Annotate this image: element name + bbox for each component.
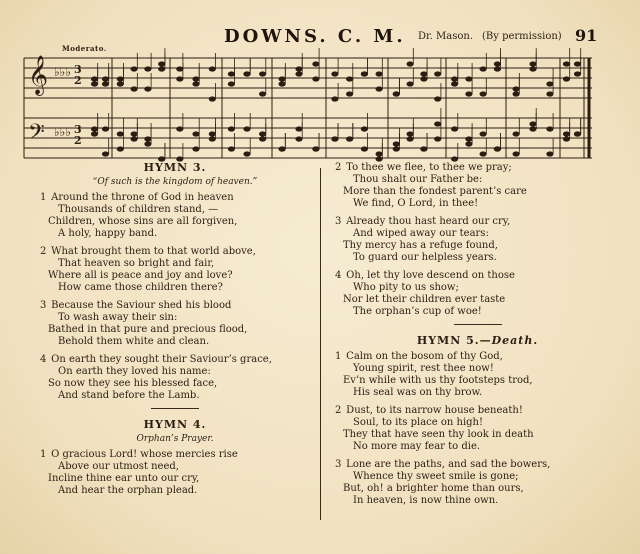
music-score: [0, 0, 640, 170]
note-head: [434, 96, 441, 101]
verse: [335, 216, 620, 264]
verse-number: 2: [335, 162, 342, 173]
verse: [335, 270, 620, 318]
note-head: [331, 71, 338, 76]
note-head: [176, 66, 183, 71]
note-head: [451, 76, 458, 81]
verse-line: And wiped away our tears:: [353, 228, 489, 239]
tune-name: DOWNS. C. M.: [224, 26, 406, 47]
note-head: [451, 126, 458, 131]
verse-text: Already thou hast heard our cry,: [343, 216, 511, 227]
flats-icon: ♭♭♭: [54, 65, 71, 79]
note-head: [228, 146, 235, 151]
hymn5-title-italic: Death.: [491, 334, 539, 347]
note-head: [376, 156, 383, 161]
time-signature: 3: [74, 63, 82, 76]
verse-line: Who pity to us show;: [353, 282, 459, 293]
note-head: [102, 151, 109, 156]
note-head: [563, 131, 570, 136]
note-head: [451, 81, 458, 86]
note-head: [420, 71, 427, 76]
note-head: [465, 76, 472, 81]
note-head: [144, 66, 151, 71]
note-head: [176, 126, 183, 131]
verse-line: So now they see his blessed face,: [48, 378, 218, 389]
note-head: [563, 61, 570, 66]
note-head: [361, 126, 368, 131]
note-head: [176, 76, 183, 81]
verse: [40, 192, 310, 240]
note-head: [243, 71, 250, 76]
hymn-subtitle: Orphan’s Prayer.: [136, 434, 214, 444]
note-head: [434, 136, 441, 141]
verse-text: Around the throne of God in heaven: [48, 192, 234, 203]
verse-line: That heaven so bright and fair,: [58, 258, 215, 269]
verse-line: Thy mercy has a refuge found,: [343, 240, 498, 251]
note-head: [117, 76, 124, 81]
verse-line: Bathed in that pure and precious flood,: [48, 324, 248, 335]
note-head: [144, 86, 151, 91]
verse-line: Behold them white and clean.: [58, 336, 210, 347]
note-head: [407, 131, 414, 136]
note-head: [279, 76, 286, 81]
note-head: [312, 76, 319, 81]
divider: [151, 408, 199, 409]
note-head: [393, 91, 400, 96]
time-signature: 2: [74, 134, 82, 147]
verse-line: Whence thy sweet smile is gone;: [353, 471, 519, 482]
note-head: [451, 156, 458, 161]
note-head: [361, 71, 368, 76]
note-head: [574, 71, 581, 76]
verse-line: Thou shalt our Father be:: [353, 174, 483, 185]
note-head: [91, 81, 98, 86]
note-head: [465, 91, 472, 96]
verse: [335, 405, 620, 453]
note-head: [494, 66, 501, 71]
verse-line: [335, 216, 620, 228]
note-head: [361, 146, 368, 151]
note-head: [243, 126, 250, 131]
note-head: [279, 146, 286, 151]
note-head: [158, 66, 165, 71]
hymn-title: HYMN 4.: [143, 418, 207, 431]
note-head: [407, 61, 414, 66]
hymn-title: [335, 335, 620, 347]
hymn-title: HYMN 3.: [143, 161, 207, 174]
verse-line: Ev’n while with us thy footsteps trod,: [343, 375, 533, 386]
note-head: [131, 136, 138, 141]
note-head: [228, 71, 235, 76]
verse-line: Soul, to its place on high!: [353, 417, 484, 428]
verse-line: No more may fear to die.: [353, 441, 481, 452]
note-head: [279, 81, 286, 86]
note-head: [117, 146, 124, 151]
note-head: [259, 131, 266, 136]
verse-line: Children, whose sins are all forgiven,: [48, 216, 238, 227]
page-number: 91: [575, 26, 598, 45]
note-head: [131, 86, 138, 91]
note-head: [91, 131, 98, 136]
time-signature: 2: [74, 74, 82, 87]
verse: [40, 354, 310, 402]
note-head: [346, 91, 353, 96]
verse-number: 3: [335, 459, 342, 470]
note-head: [376, 151, 383, 156]
verse-line: [335, 351, 620, 363]
verse-line: More than the fondest parent’s care: [343, 186, 527, 197]
verse-line: Incline thine ear unto our cry,: [48, 473, 200, 484]
verse-line: [40, 246, 310, 258]
verse: [335, 162, 620, 210]
verse-line: And hear the orphan plead.: [58, 485, 198, 496]
verse-text: On earth they sought their Saviour’s grace,: [48, 354, 272, 365]
hymn4-verses: [40, 449, 310, 497]
verse-line: But, oh! a brighter home than ours,: [343, 483, 524, 494]
note-head: [420, 146, 427, 151]
verse-line: To wash away their sin:: [58, 312, 178, 323]
note-head: [117, 81, 124, 86]
note-head: [209, 66, 216, 71]
note-head: [192, 76, 199, 81]
note-head: [295, 126, 302, 131]
note-head: [259, 136, 266, 141]
verse-text: Calm on the bosom of thy God,: [343, 351, 503, 362]
column-divider: [320, 168, 321, 520]
note-head: [131, 66, 138, 71]
verse-number: 4: [335, 270, 342, 281]
note-head: [480, 66, 487, 71]
note-head: [513, 151, 520, 156]
note-head: [480, 91, 487, 96]
tempo-marking: Moderato.: [62, 44, 107, 53]
note-head: [91, 76, 98, 81]
treble-clef-icon: 𝄞: [28, 55, 49, 95]
note-head: [546, 91, 553, 96]
composer: Dr. Mason.: [418, 31, 474, 42]
verse-number: 1: [335, 351, 342, 362]
time-signature: 3: [74, 123, 82, 136]
verse-line: On earth they loved his name:: [58, 366, 211, 377]
note-head: [295, 66, 302, 71]
note-head: [513, 131, 520, 136]
verse-line: Above our utmost need,: [58, 461, 179, 472]
verse-number: 4: [40, 354, 47, 365]
verse-text: Because the Saviour shed his blood: [48, 300, 232, 311]
note-head: [513, 86, 520, 91]
verse-number: 3: [40, 300, 47, 311]
note-head: [346, 136, 353, 141]
verse-line: [40, 300, 310, 312]
note-head: [131, 131, 138, 136]
note-head: [434, 121, 441, 126]
note-head: [209, 131, 216, 136]
note-head: [102, 81, 109, 86]
note-head: [209, 136, 216, 141]
verse-line: [40, 449, 310, 461]
verse: [40, 246, 310, 294]
note-head: [407, 136, 414, 141]
notes: [91, 48, 581, 162]
note-head: [243, 151, 250, 156]
hymn-subtitle: “Of such is the kingdom of heaven.”: [92, 177, 258, 187]
verse-line: [335, 405, 620, 417]
flats-icon: ♭♭♭: [54, 125, 71, 139]
verse-line: And stand before the Lamb.: [58, 390, 200, 401]
note-head: [480, 131, 487, 136]
note-head: [91, 126, 98, 131]
note-head: [529, 66, 536, 71]
verse-line: [335, 459, 620, 471]
note-head: [529, 61, 536, 66]
verse-line: Young spirit, rest thee now!: [353, 363, 494, 374]
verse-line: [40, 192, 310, 204]
note-head: [529, 121, 536, 126]
note-head: [465, 136, 472, 141]
verse-line: Where all is peace and joy and love?: [48, 270, 233, 281]
verse-number: 1: [40, 449, 47, 460]
verse-line: The orphan’s cup of woe!: [353, 306, 482, 317]
note-head: [529, 126, 536, 131]
verse-line: They that have seen thy look in death: [343, 429, 534, 440]
note-head: [158, 61, 165, 66]
verse-text: To thee we flee, to thee we pray;: [343, 162, 512, 173]
note-head: [192, 146, 199, 151]
verse-line: We find, O Lord, in thee!: [353, 198, 479, 209]
note-head: [144, 136, 151, 141]
note-head: [259, 71, 266, 76]
verse-line: [335, 270, 620, 282]
verse-line: To guard our helpless years.: [353, 252, 497, 263]
note-head: [295, 71, 302, 76]
note-head: [546, 126, 553, 131]
verse-line: [335, 162, 620, 174]
note-head: [117, 131, 124, 136]
hymn3-verses: [40, 192, 310, 402]
note-head: [494, 146, 501, 151]
hymn5-verses: [335, 351, 620, 507]
verse: [335, 459, 620, 507]
divider: [454, 324, 502, 325]
note-head: [312, 146, 319, 151]
verse-number: 3: [335, 216, 342, 227]
verse-line: His seal was on thy brow.: [353, 387, 483, 398]
note-head: [546, 81, 553, 86]
right-column: [335, 162, 620, 513]
note-head: [228, 81, 235, 86]
verse-text: Dust, to its narrow house beneath!: [343, 405, 523, 416]
note-head: [144, 141, 151, 146]
verse-text: Lone are the paths, and sad the bowers,: [343, 459, 551, 470]
note-head: [574, 61, 581, 66]
note-head: [574, 131, 581, 136]
note-head: [563, 136, 570, 141]
note-head: [465, 141, 472, 146]
verse-line: Nor let their children ever taste: [343, 294, 506, 305]
verse: [40, 300, 310, 348]
note-head: [376, 71, 383, 76]
note-head: [563, 76, 570, 81]
permission-note: (By permission): [482, 31, 562, 42]
note-head: [393, 141, 400, 146]
note-head: [331, 96, 338, 101]
note-head: [546, 151, 553, 156]
verse-line: How came those children there?: [58, 282, 223, 293]
verse-text: Oh, let thy love descend on those: [343, 270, 515, 281]
note-head: [312, 61, 319, 66]
hymn5-title: HYMN 5.—: [416, 334, 492, 347]
verse-line: In heaven, is now thine own.: [353, 495, 499, 506]
note-head: [420, 76, 427, 81]
note-head: [480, 151, 487, 156]
left-column: [40, 162, 310, 503]
verse-number: 1: [40, 192, 47, 203]
note-head: [376, 86, 383, 91]
verse-text: What brought them to that world above,: [48, 246, 256, 257]
hymn4-continued-verses: [335, 162, 620, 318]
verse-line: Thousands of children stand, —: [58, 204, 219, 215]
verse-number: 2: [40, 246, 47, 257]
note-head: [192, 131, 199, 136]
note-head: [393, 146, 400, 151]
note-head: [102, 126, 109, 131]
verse-text: O gracious Lord! whose mercies rise: [48, 449, 238, 460]
note-head: [494, 61, 501, 66]
verse: [40, 449, 310, 497]
verse-line: A holy, happy band.: [58, 228, 158, 239]
note-head: [259, 91, 266, 96]
note-head: [513, 91, 520, 96]
note-head: [407, 81, 414, 86]
note-head: [434, 71, 441, 76]
note-head: [192, 81, 199, 86]
note-head: [209, 96, 216, 101]
note-head: [228, 126, 235, 131]
note-head: [331, 136, 338, 141]
note-head: [102, 76, 109, 81]
staff-lines: [24, 58, 592, 158]
verse-line: [40, 354, 310, 366]
note-head: [295, 136, 302, 141]
note-head: [346, 76, 353, 81]
verse: [335, 351, 620, 399]
bass-clef-icon: 𝄢: [28, 120, 45, 150]
verse-number: 2: [335, 405, 342, 416]
